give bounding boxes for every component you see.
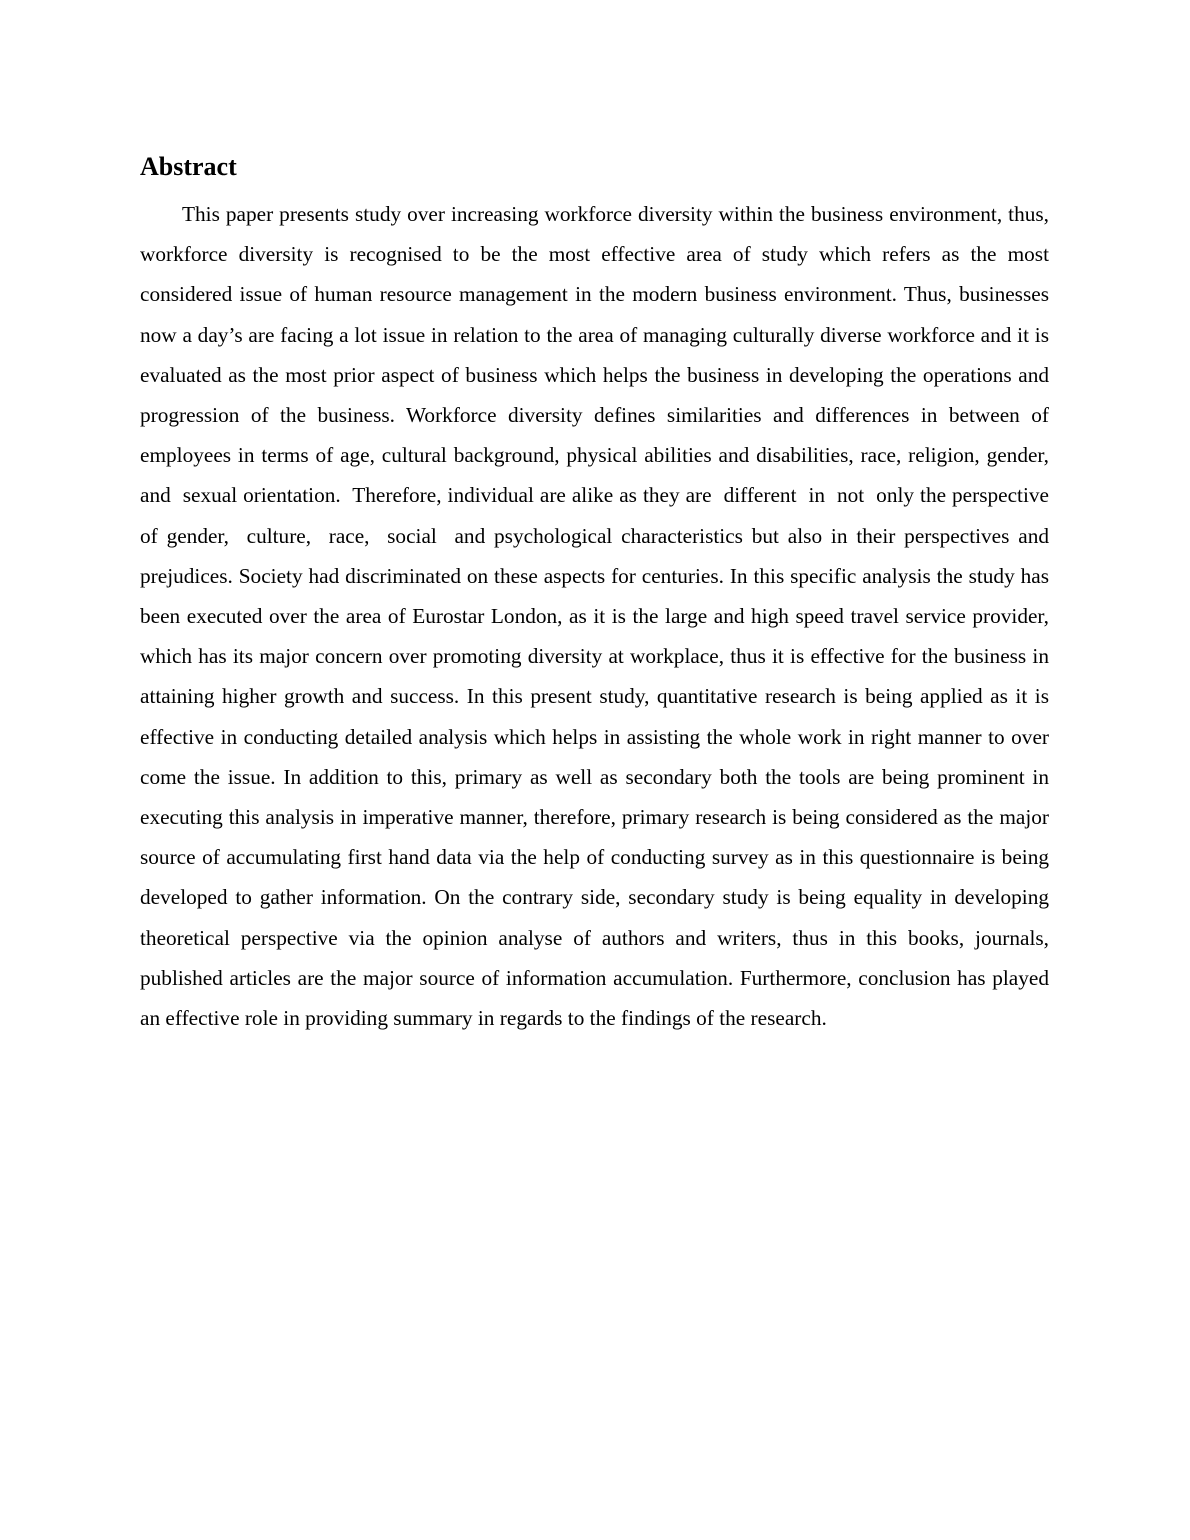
abstract-heading: Abstract (140, 152, 237, 181)
abstract-paragraph: This paper presents study over increasing workforce diversity within the business environment, thus, workforce diversity is recognised to be the most effective area of study which refers as the most considered issue of human resource management in the modern business environment. Thus, businesses now a day’s are facing a lot issue in relation to the area of managing culturally diverse workforce and it is evaluated as the most prior aspect of business which helps the business in developing the operations and progression of the business. Workforce diversity defines similarities and differences in between of employees in terms of age, cultural background, physical abilities and disabilities, race, religion, gender, and sexual orientation. Therefore, individual are alike as they are different in not only the perspective of gender, culture, race, social and psychological characteristics but also in their perspectives and prejudices. Society had discriminated on these aspects for centuries. In this specific analysis the study has been executed over the area of Eurostar London, as it is the large and high speed travel service provider, which has its major concern over promoting diversity at workplace, thus it is effective for the business in attaining higher growth and success. In this present study, quantitative research is being applied as it is effective in conducting detailed analysis which helps in assisting the whole work in right manner to over come the issue. In addition to this, primary as well as secondary both the tools are being prominent in executing this analysis in imperative manner, therefore, primary research is being considered as the major source of accumulating first hand data via the help of conducting survey as in this questionnaire is being developed to gather information. On the contrary side, secondary study is being equality in developing theoretical perspective via the opinion analyse of authors and writers, thus in this books, journals, published articles are the major source of information accumulation. Furthermore, conclusion has played an effective role in providing summary in regards to the findings of the research. (140, 202, 1055, 1031)
abstract-section (140, 150, 1055, 1038)
